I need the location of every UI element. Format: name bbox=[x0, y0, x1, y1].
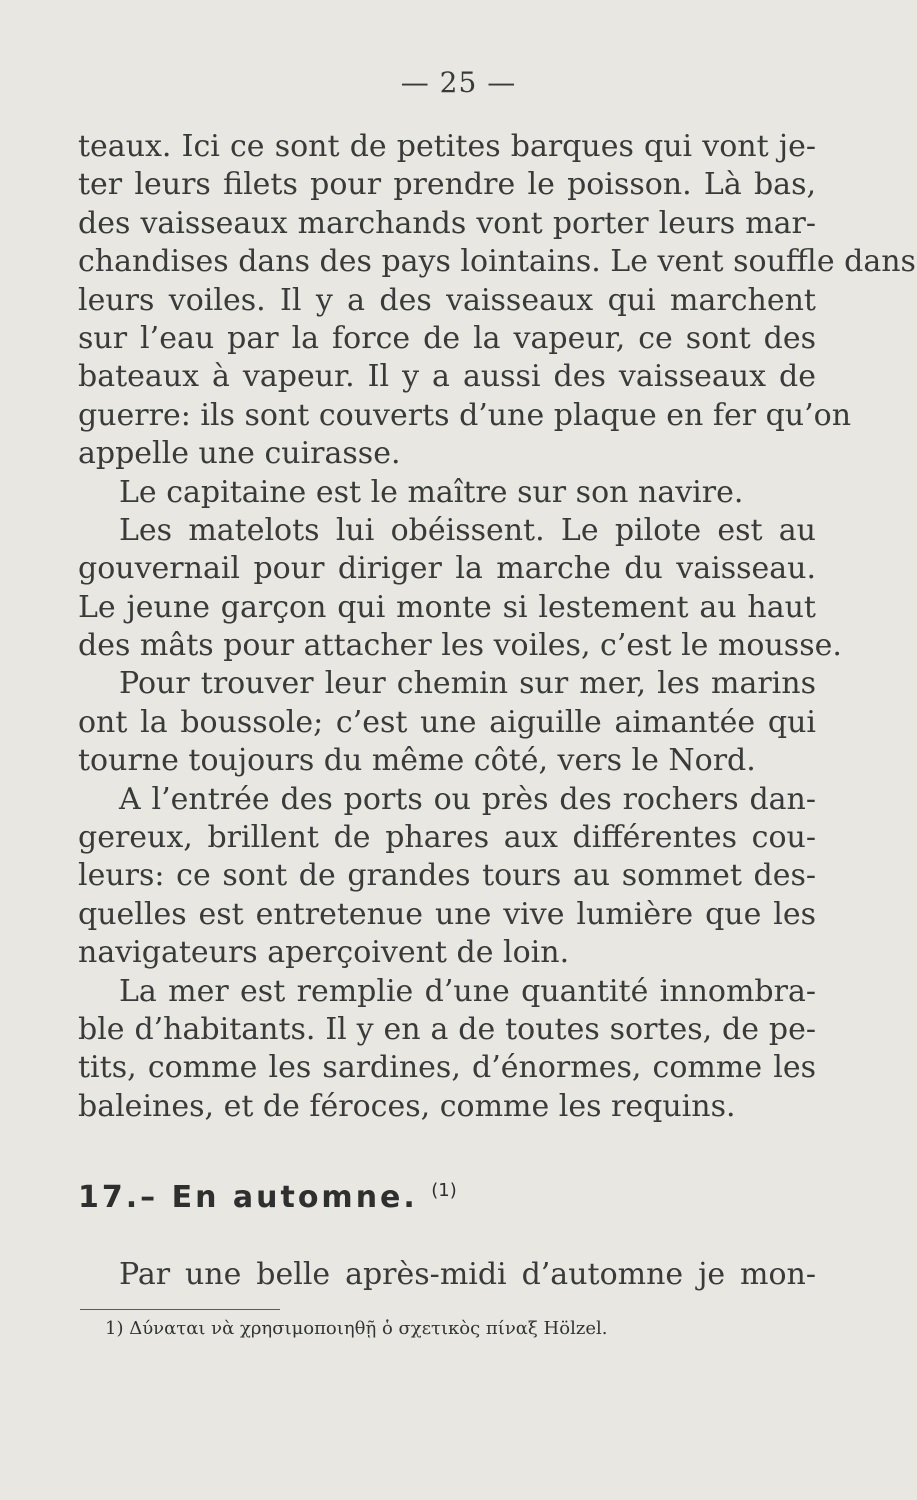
text-line: gereux, brillent de phares aux différentes cou- bbox=[78, 820, 816, 856]
section-text bbox=[78, 1256, 816, 1294]
page-number: — 25 — bbox=[400, 66, 517, 99]
text-line: Le jeune garçon qui monte si lestement au haut bbox=[78, 589, 816, 625]
text-line: navigateurs aperçoivent de loin. bbox=[78, 935, 570, 971]
text-line: des mâts pour attacher les voiles, c’est le mousse. bbox=[78, 628, 842, 664]
text-line: tits, comme les sardines, d’énormes, comme les bbox=[78, 1050, 816, 1086]
text-line: La mer est remplie d’une quantité innombra- bbox=[119, 973, 816, 1009]
text-line: chandises dans des pays lointains. Le vent souffle dans bbox=[78, 244, 916, 280]
text-line: Par une belle après-midi d’automne je mon- bbox=[119, 1257, 816, 1292]
footnote-reference: (1) bbox=[431, 1180, 457, 1201]
text-line: Pour trouver leur chemin sur mer, les marins bbox=[119, 666, 816, 702]
text-line: leurs: ce sont de grandes tours au sommet des- bbox=[78, 858, 816, 894]
text-line: ter leurs filets pour prendre le poisson. Là bas, bbox=[78, 167, 816, 203]
text-line: appelle une cuirasse. bbox=[78, 436, 401, 472]
section-heading-text: 17.– En automne. bbox=[78, 1180, 418, 1215]
text-line: gouvernail pour diriger la marche du vaisseau. bbox=[78, 551, 816, 587]
text-line: quelles est entretenue une vive lumière que les bbox=[78, 896, 816, 932]
main-text bbox=[78, 128, 916, 1126]
text-line: guerre: ils sont couverts d’une plaque en fer qu’on bbox=[78, 397, 852, 433]
text-line: des vaisseaux marchands vont porter leurs mar- bbox=[78, 205, 816, 241]
footnote: 1) Δύναται νὰ χρησιμοποιηθῇ ὁ σχετικὸς πίναξ Hölzel. bbox=[105, 1318, 608, 1339]
text-line: tourne toujours du même côté, vers le Nord. bbox=[78, 743, 756, 779]
text-line: ont la boussole; c’est une aiguille aimantée qui bbox=[78, 704, 816, 740]
text-line: teaux. Ici ce sont de petites barques qui vont je- bbox=[78, 129, 816, 164]
text-line: leurs voiles. Il y a des vaisseaux qui marchent bbox=[78, 282, 816, 318]
text-line: ble d’habitants. Il y en a de toutes sortes, de pe- bbox=[78, 1011, 816, 1047]
text-line: sur l’eau par la force de la vapeur, ce sont des bbox=[78, 320, 816, 356]
text-line: baleines, et de féroces, comme les requins. bbox=[78, 1088, 736, 1124]
text-line: bateaux à vapeur. Il y a aussi des vaisseaux de bbox=[78, 359, 816, 395]
text-line: Les matelots lui obéissent. Le pilote est au bbox=[119, 512, 816, 548]
section-heading bbox=[78, 1180, 457, 1215]
text-line: Le capitaine est le maître sur son navire. bbox=[119, 474, 744, 510]
text-line: A l’entrée des ports ou près des rochers dan- bbox=[119, 781, 816, 817]
footnote-divider bbox=[80, 1309, 280, 1310]
